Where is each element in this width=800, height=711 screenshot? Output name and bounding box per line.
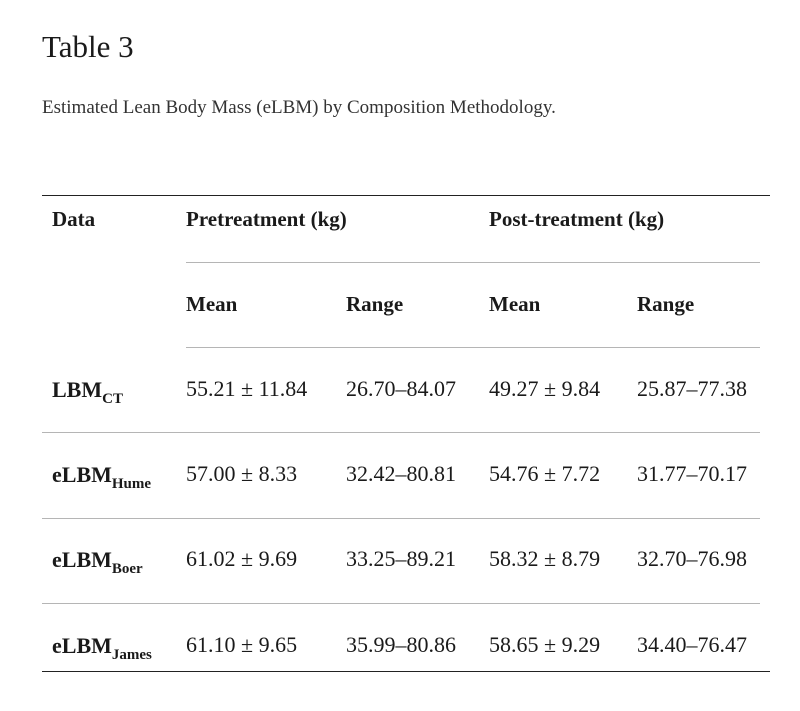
cell-pre-range: 35.99–80.86 (346, 632, 456, 657)
header-pre-mean: Mean (186, 292, 238, 316)
header-divider (186, 262, 760, 263)
table-title: Table 3 (42, 29, 134, 64)
cell-pre-range: 26.70–84.07 (346, 376, 456, 401)
header-pre-range: Range (346, 292, 404, 316)
row-label-elbm-boer: eLBM$_{Boer}$ (52, 547, 143, 577)
row-divider-1 (42, 432, 760, 433)
header-pretreatment: Pretreatment (kg) (186, 207, 347, 231)
header-post-range: Range (637, 292, 695, 316)
header-post-mean: Mean (489, 292, 541, 316)
cell-post-range: 32.70–76.98 (637, 546, 747, 571)
cell-pre-mean: 57.00 ± 8.33 (186, 461, 298, 486)
row-divider-2 (42, 518, 760, 519)
cell-pre-range: 32.42–80.81 (346, 461, 456, 486)
cell-pre-mean: 55.21 ± 11.84 (186, 376, 308, 401)
row-label-lbm-ct: $LBM_{CT}$ (52, 377, 123, 407)
cell-pre-mean: 61.02 ± 9.69 (186, 546, 298, 571)
cell-post-range: 25.87–77.38 (637, 376, 747, 401)
cell-post-mean: 58.65 ± 9.29 (489, 632, 601, 657)
cell-post-range: 31.77–70.17 (637, 461, 747, 486)
cell-pre-range: 33.25–89.21 (346, 546, 456, 571)
row-divider-3 (42, 603, 760, 604)
row-label-elbm-hume: eLBM$_{Hume}$ (52, 462, 152, 492)
cell-pre-mean: 61.10 ± 9.65 (186, 632, 298, 657)
cell-post-mean: 54.76 ± 7.72 (489, 461, 601, 486)
row-label-elbm-james: eLBM$_{James}$ (52, 633, 152, 663)
table-caption: Estimated Lean Body Mass (eLBM) by Composition Methodology. (42, 97, 556, 118)
cell-post-range: 34.40–76.47 (637, 632, 747, 657)
subheader-divider (186, 347, 760, 348)
header-posttreatment: Post-treatment (kg) (489, 207, 665, 231)
bottom-rule (42, 671, 770, 672)
header-data: Data (52, 207, 96, 231)
top-rule (42, 195, 770, 196)
cell-post-mean: 58.32 ± 8.79 (489, 546, 601, 571)
cell-post-mean: 49.27 ± 9.84 (489, 376, 601, 401)
